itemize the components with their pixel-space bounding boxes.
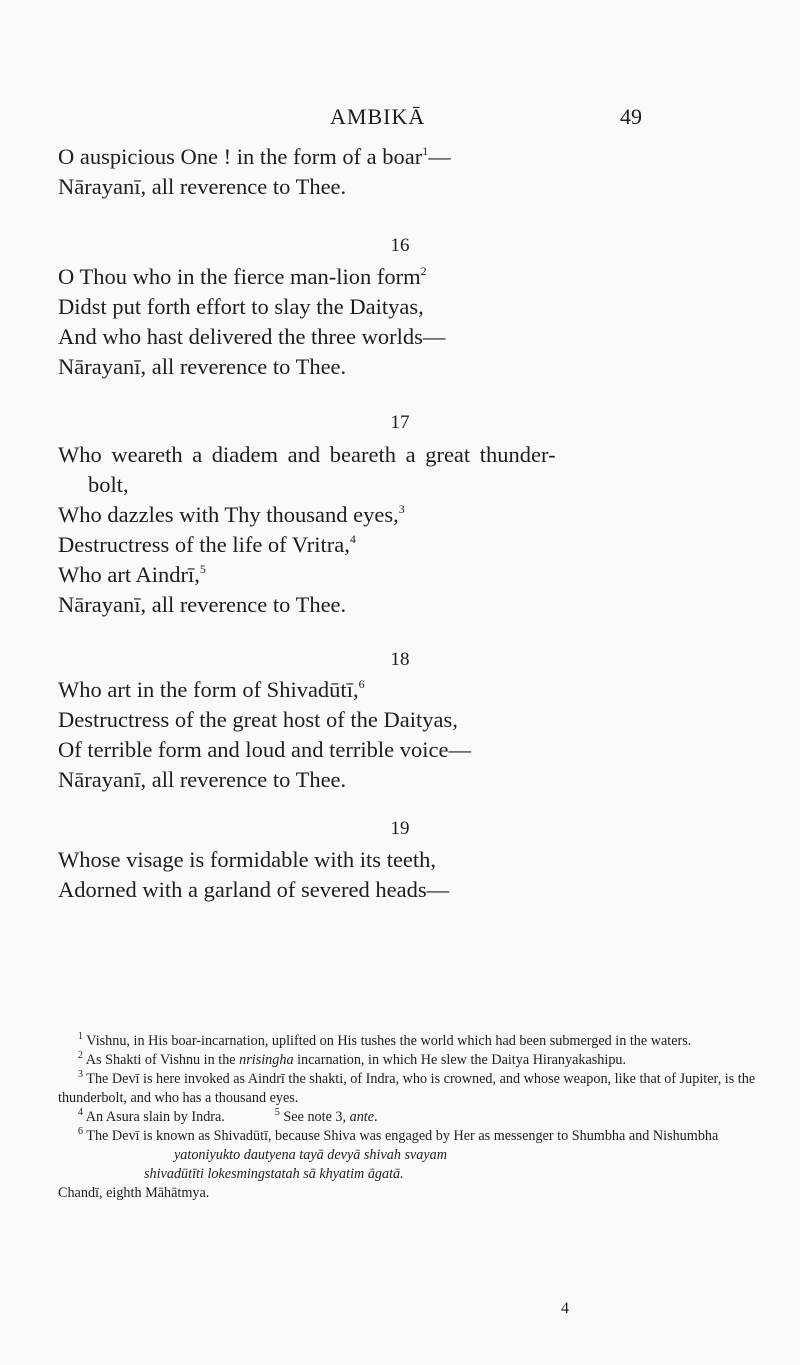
footnote: $^4$ An Asura slain by Indra. $^5$ See note 3, ante. xyxy=(78,1107,378,1125)
sanskrit-quote: yatoniyukto dautyena tayā devyā shivah svayam shivadūtīti lokesmingstatah sā khyatim āgatā. xyxy=(144,1147,448,1182)
running-title: AMBIKĀ xyxy=(330,104,426,129)
verse-number: 16 xyxy=(390,235,410,256)
footnote: $^6$ The Devī is known as Shivadūtī, because Shiva was engaged by Her as messenger to Shumbha and Nishumbha xyxy=(78,1126,719,1144)
verse-16: O Thou who in the fierce man-lion form$^2$ Didst put forth effort to slay the Daityas, And who hast delivered the three worlds— Nārayanī, all reverence to Thee. xyxy=(58,264,446,379)
running-head xyxy=(0,104,800,134)
footnotes xyxy=(58,1032,758,1203)
verse-17: Who weareth a diadem and beareth a great thunder- bolt, Who dazzles with Thy thousand eyes,$^3$ Destructress of the life of Vritra,$^4$ Who art Aindrī,$^5$ Nārayanī, all reverence to Thee. xyxy=(58,442,556,617)
verse-19: Whose visage is formidable with its teeth, Adorned with a garland of severed heads— xyxy=(58,847,450,902)
footnote: $^1$ Vishnu, in His boar-incarnation, uplifted on His tushes the world which had been submerged in the waters. xyxy=(78,1031,692,1049)
verse-number: 17 xyxy=(390,412,410,433)
verse-line: Nārayanī, all reverence to Thee. xyxy=(58,174,347,199)
verse-number: 18 xyxy=(390,649,410,670)
verse-line: O auspicious One ! in the form of a boar$^1$— xyxy=(58,144,451,169)
footnote: $^2$ As Shakti of Vishnu in the nrisingha incarnation, in which He slew the Daitya Hiranyakashipu. xyxy=(78,1050,627,1068)
source-citation: Chandī, eighth Māhātmya. xyxy=(58,1185,210,1201)
footnote: $^3$ The Devī is here invoked as Aindrī the shakti, of Indra, who is crowned, and whose weapon, like that of Jupiter, is the thunderbolt, and who has a thousand eyes. xyxy=(58,1069,756,1106)
verse-18: Who art in the form of Shivadūtī,$^6$ Destructress of the great host of the Daityas, Of terrible form and loud and terrible voice— Nārayanī, all reverence to Thee. xyxy=(58,677,471,792)
signature-mark: 4 xyxy=(561,1300,569,1317)
verse-number: 19 xyxy=(390,818,410,839)
verse-15 xyxy=(58,142,758,202)
page-number: 49 xyxy=(620,104,642,129)
